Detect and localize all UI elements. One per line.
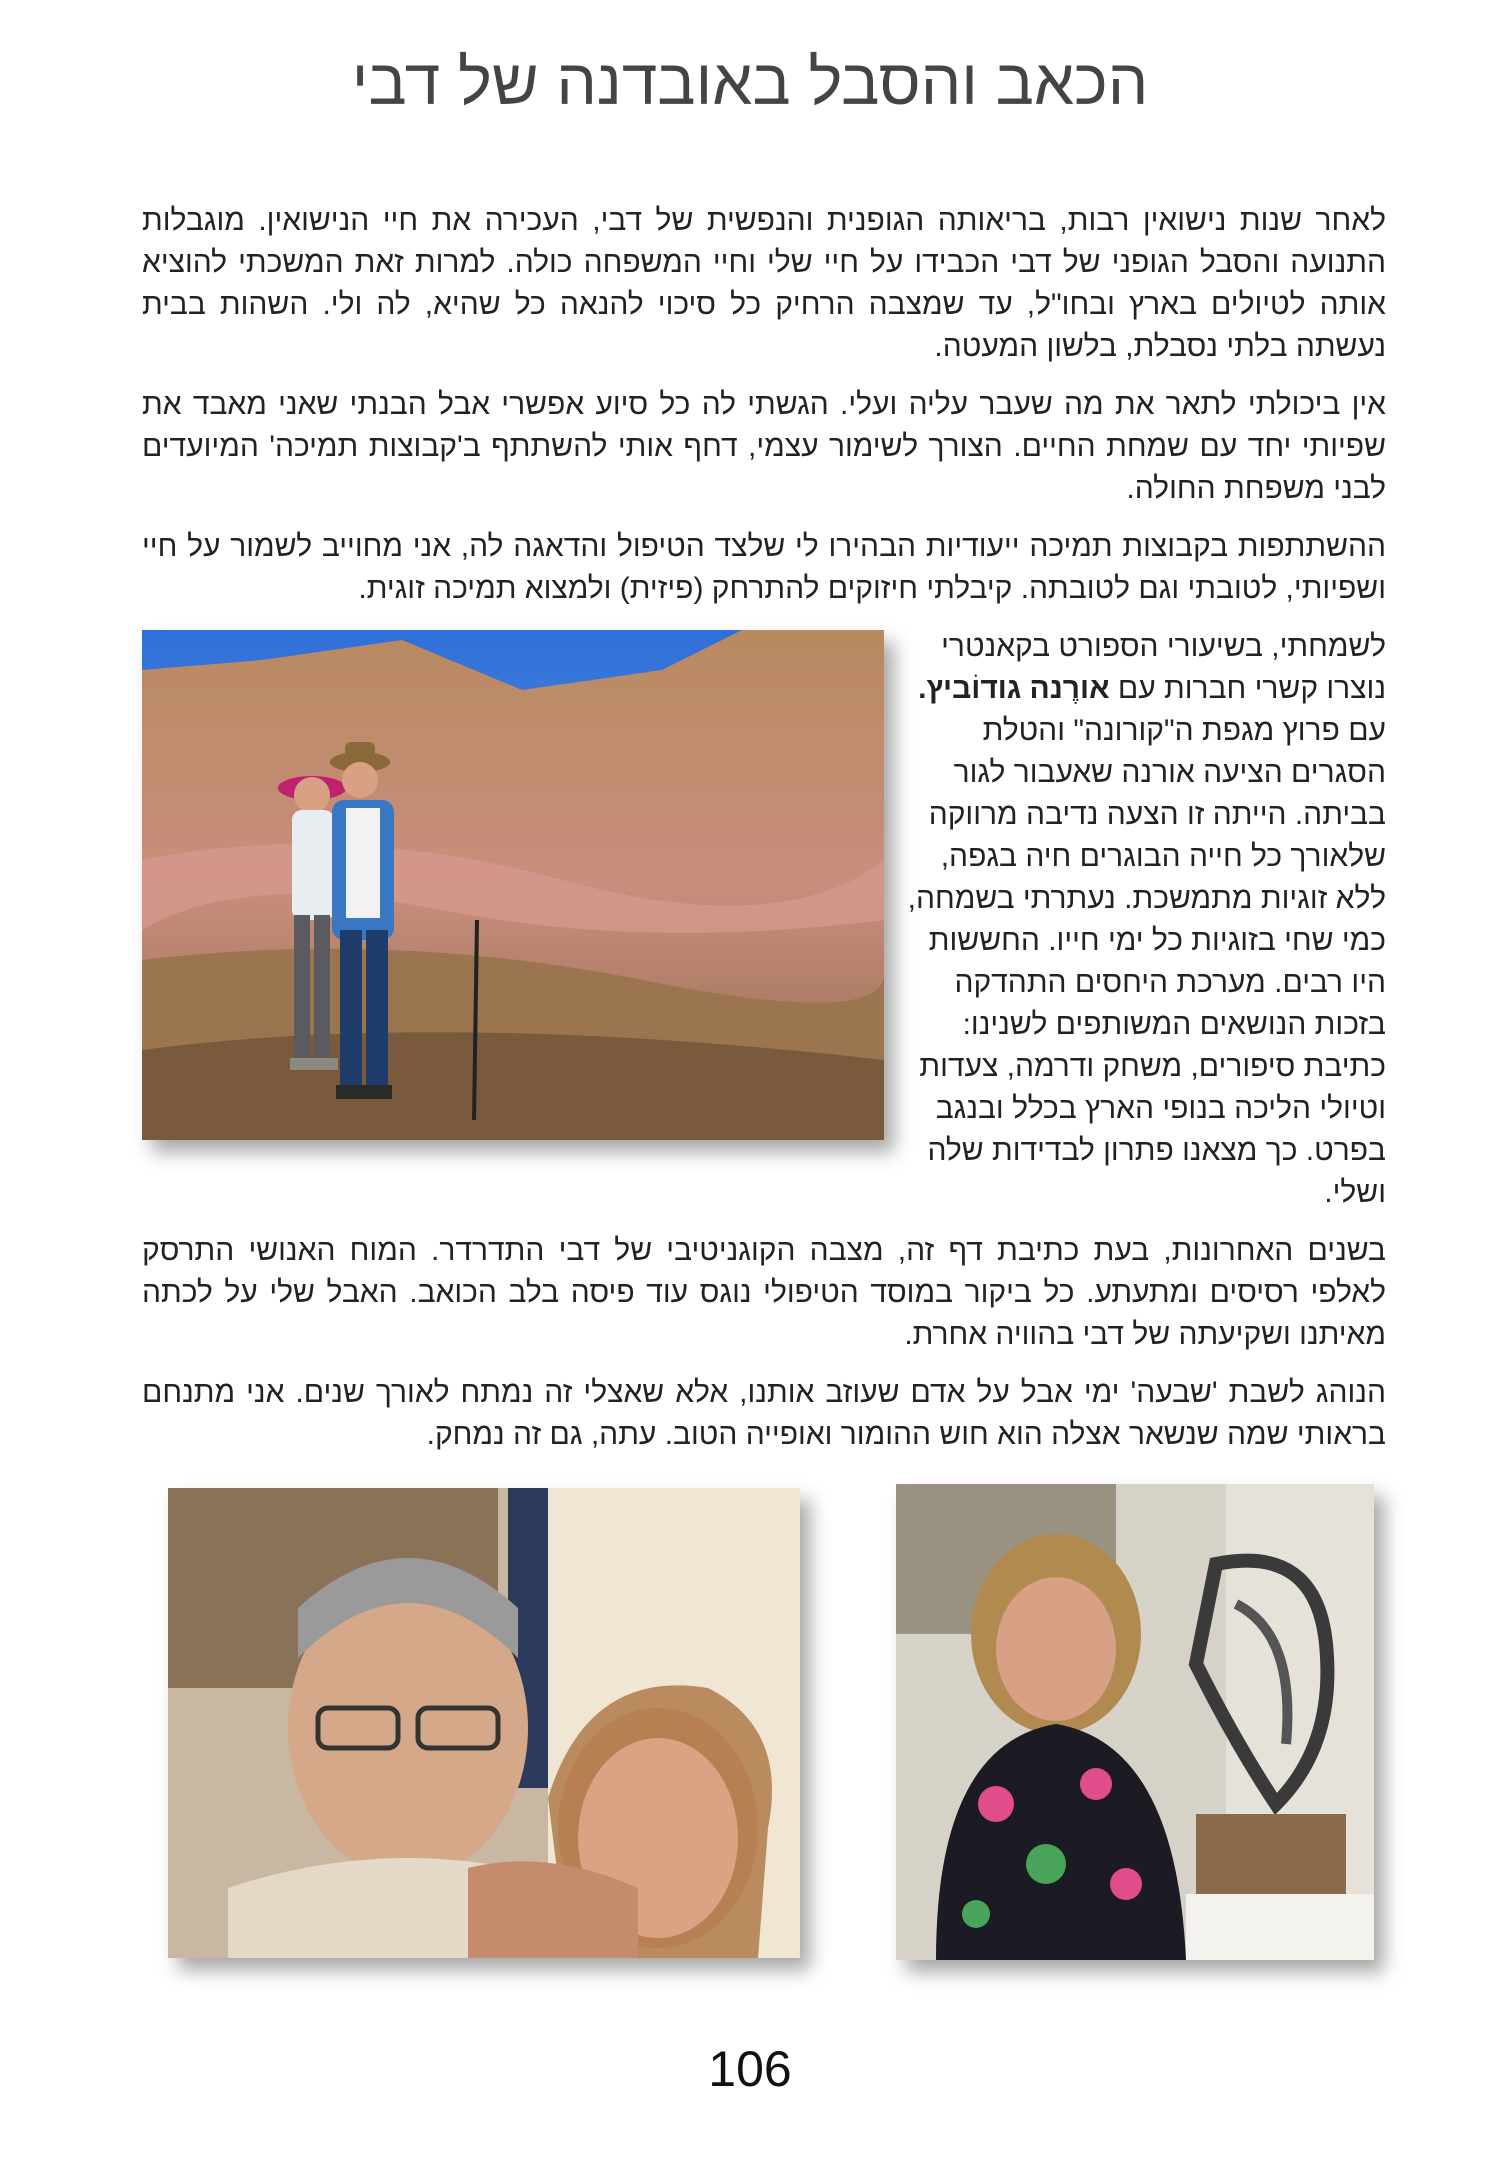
page-number: 106 [708,2041,792,2097]
page-title: הכאב והסבל באובדנה של דבי [351,46,1149,118]
highlighted-name: אורֶנה גודוֹביץ. [918,672,1110,705]
article-body [142,200,1386,1472]
desert-scene-image [142,630,884,1140]
desert-couple-photo [142,630,884,1140]
paragraph-1: לאחר שנות נישואין רבות, בריאותה הגופנית והנפשית של דבי, העכירה את חיי הנישואין. מוגבלות התנועה והסבל הגופני של דבי הכבידו על חיי שלי וחיי המשפחה כולה. למרות זאת המשכתי להוציא אותה לטיולים בארץ ובחו"ל, עד שמצבה הרחיק כל סיכוי להנאה כל שהיא, לה ולי. השהות בבית נעשתה בלתי נסבלת, בלשון המעטה. [142,204,1386,363]
woman-with-sculpture-photo [896,1484,1374,1960]
paragraph-5: בשנים האחרונות, בעת כתיבת דף זה, מצבה הקוגניטיבי של דבי התדרדר. המוח האנושי התרסק לאלפי רסיסים ומתעתע. כל ביקור במוסד הטיפולי נוגס עוד פיסה בלב הכואב. האבל שלי על לכתה מאיתנו ושקיעתה של דבי בהוויה אחרת. [142,1234,1386,1351]
couple-selfie-photo [168,1488,800,1958]
paragraph-6: הנוהג לשבת 'שבעה' ימי אבל על אדם שעוזב אותנו, אלא שאצלי זה נמתח לאורך שנים. אני מתנחם בראותי שמה שנשאר אצלה הוא חוש ההומור ואופייה הטוב. עתה, גם זה נמחק. [142,1376,1386,1451]
paragraph-4-after: עם פרוץ מגפת ה"קורונה" והטלת הסגרים הציעה אורנה שאעבור לגור בביתה. הייתה זו הצעה נדיבה מרווקה שלאורך כל חייה הבוגרים חיה בגפה, ללא זוגיות מתמשכת. נעתרתי בשמחה, כמי שחי בזוגיות כל ימי חייו. החששות היו רבים. מערכת היחסים התהדקה בזכות הנושאים המשותפים לשנינו: כתיבת סיפורים, משחק ודרמה, צעדות וטיולי הליכה בנופי הארץ בכלל ובנגב בפרט. כך מצאנו פתרון לבדידות שלה ושלי. [907,714,1386,1209]
selfie-image [168,1488,800,1958]
paragraph-3: ההשתתפות בקבוצות תמיכה ייעודיות הבהירו לי שלצד הטיפול והדאגה לה, אני מחוייב לשמור על חיי ושפיותי, לטובתי וגם לטובתה. קיבלתי חיזוקים להתרחק (פיזית) ולמצוא תמיכה זוגית. [142,530,1386,605]
sculpture-image [896,1484,1374,1960]
paragraph-2: אין ביכולתי לתאר את מה שעבר עליה ועלי. הגשתי לה כל סיוע אפשרי אבל הבנתי שאני מאבד את שפיותי יחד עם שמחת החיים. הצורך לשימור עצמי, דחף אותי להשתתף ב'קבוצות תמיכה' המיועדים לבני משפחת החולה. [142,388,1386,505]
paragraph-4-before: לשמחתי, בשיעורי הספורט בקאנטרי נוצרו קשרי חברות עם [941,630,1386,705]
